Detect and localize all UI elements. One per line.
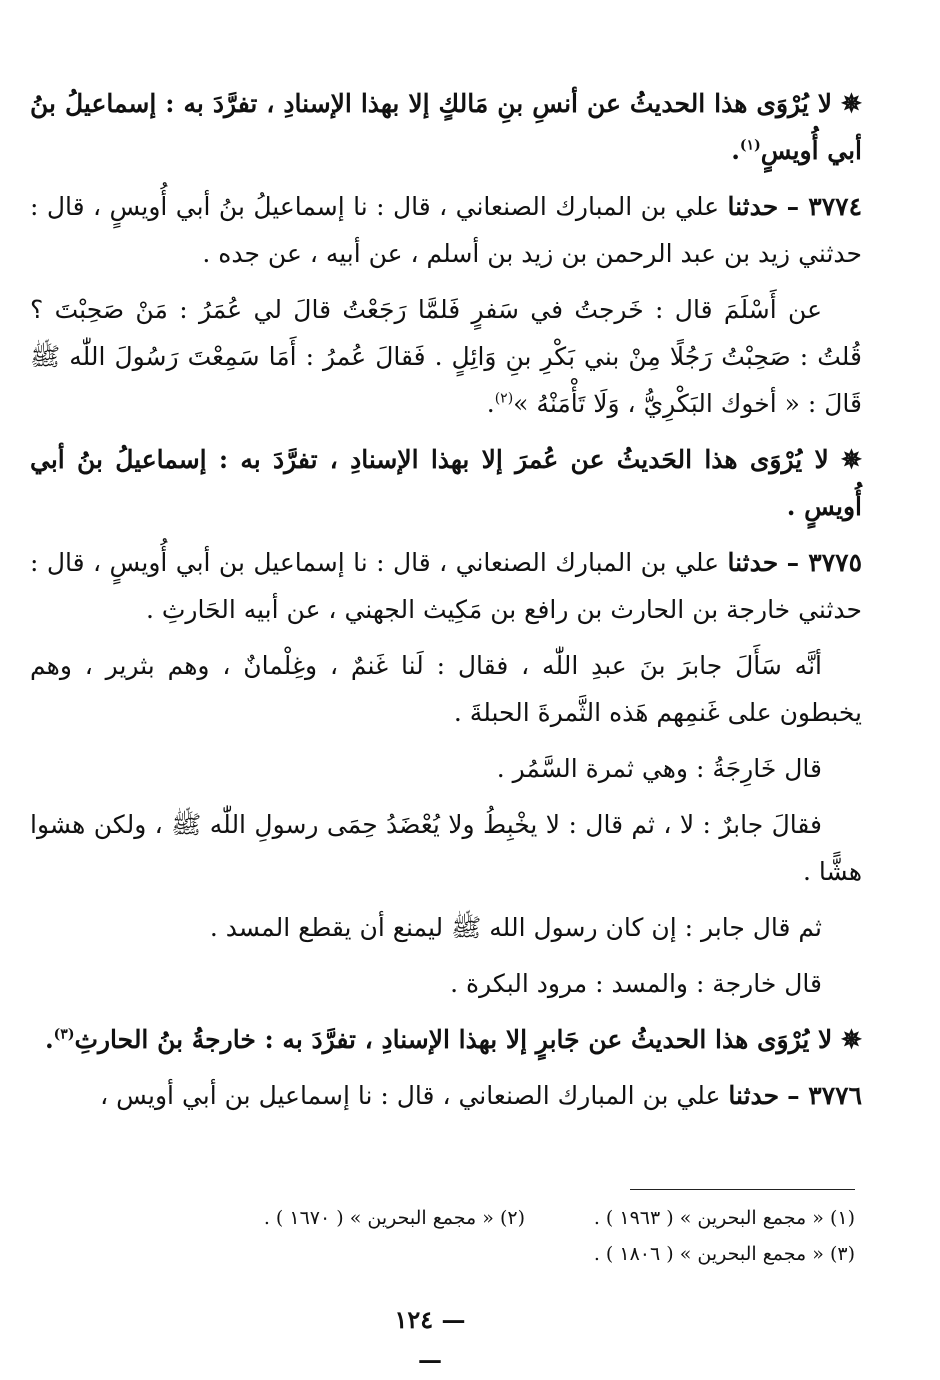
narration-note-2 — [30, 436, 862, 530]
narration-note-1 — [30, 80, 862, 174]
footnote-row — [60, 1200, 855, 1236]
page-number: — ١٢٤ — — [394, 1305, 466, 1374]
hadith-number: ٣٧٧٦ – — [787, 1081, 862, 1110]
star-ornament-icon: ✵ — [841, 89, 862, 118]
page-body — [30, 80, 862, 1128]
hadith-3775 — [30, 539, 862, 633]
footnote-row — [60, 1236, 855, 1272]
note-end: . — [731, 136, 740, 165]
footnote-1: (١) « مجمع البحرين » ( ١٩٦٣ ) . — [593, 1207, 855, 1229]
kharija-comment: قال خَارِجَةُ : وهي ثمرة السَّمُر . — [496, 754, 822, 783]
footnote-3: (٣) « مجمع البحرين » ( ١٨٠٦ ) . — [593, 1243, 855, 1265]
hadith-chain: علي بن المبارك الصنعاني ، قال : نا إسماعيل بن أبي أُويسٍ ، قال : حدثني خارجة بن الحارث بن رافع بن مَكِيث الجهني ، عن أبيه الحَارثِ . — [30, 548, 862, 624]
footnotes — [60, 1200, 855, 1272]
hadith-head-word: حدثنا — [727, 192, 779, 221]
star-ornament-icon: ✵ — [841, 445, 862, 474]
footnote-divider — [630, 1189, 855, 1190]
hadith-number: ٣٧٧٤ – — [786, 192, 862, 221]
note-text: لا يُرْوَى هذا الحَديثُ عن عُمرَ إلا بهذا الإسنادِ ، تفرَّدَ به : إسماعيلُ بنُ أبي أُويسٍ . — [30, 445, 862, 521]
hadith-3774 — [30, 183, 862, 277]
note-text: لا يُرْوَى هذا الحديثُ عن أنسِ بنِ مَالكٍ إلا بهذا الإسنادِ ، تفرَّدَ به : إسماعيلُ بنُ أبي أُويسٍ — [30, 89, 862, 165]
footnote-ref[interactable]: (٣) — [53, 1026, 75, 1043]
note-text: لا يُرْوَى هذا الحديثُ عن جَابرٍ إلا بهذا الإسنادِ ، تفرَّدَ به : خارجةُ بنُ الحارثِ — [74, 1025, 833, 1054]
hadith-body: عن أَسْلَمَ قال : خَرجتُ في سَفرٍ فَلمَّا رَجَعْتُ قالَ لي عُمَرُ : مَنْ صَحِبْتَ ؟ قُلتُ : صَحِبْتُ رَجُلًا مِنْ بني بَكْرِ بنِ وَائِلٍ . فَقالَ عُمرُ : أَمَا سَمِعْتَ رَسُولَ اللّٰه ﷺ قَالَ : « أخوك البَكْرِيُّ ، وَلَا تَأْمَنْهُ » — [30, 295, 862, 418]
footnote-2: (٢) « مجمع البحرين » ( ١٦٧٠ ) . — [263, 1207, 525, 1229]
hadith-text-jabir: أنَّه سَأَلَ جابرَ بنَ عبدِ اللّٰه ، فقال : لَنا غَنمٌ ، وغِلْمانٌ ، وهم بثرير ، وهم يخبطون على غَنمِهم هَذه الثَّمرةَ الحبلةَ . — [30, 651, 862, 727]
star-ornament-icon: ✵ — [841, 1025, 862, 1054]
footnote-ref[interactable]: (٢) — [494, 390, 514, 407]
kharija-definition: قال خارجة : والمسد : مرود البكرة . — [450, 969, 822, 998]
note-end: . — [44, 1025, 54, 1054]
hadith-text-aslam — [30, 286, 862, 427]
hadith-chain: علي بن المبارك الصنعاني ، قال : نا إسماعيلُ بنُ أبي أُويسٍ ، قال : حدثني زيد بن عبد الرحمن بن زيد بن أسلم ، عن أبيه ، عن جده . — [30, 192, 862, 268]
hadith-3776 — [30, 1072, 862, 1119]
jabir-statement: ثم قال جابر : إن كان رسول الله ﷺ ليمنع أن يقطع المسد . — [209, 913, 822, 942]
narration-note-3 — [30, 1016, 862, 1063]
jabir-reply: فقالَ جابرٌ : لا ، ثم قال : لا يخْبِطُ ولا يُعْضَدُ حِمَى رسولِ اللّٰه ﷺ ، ولكن هشوا هشًّا . — [30, 810, 862, 886]
hadith-end: . — [486, 389, 495, 418]
hadith-head-word: حدثنا — [727, 548, 779, 577]
hadith-chain: علي بن المبارك الصنعاني ، قال : نا إسماعيل بن أبي أويس ، — [100, 1081, 721, 1110]
footnote-ref[interactable]: (١) — [739, 137, 761, 154]
hadith-head-word: حدثنا — [728, 1081, 780, 1110]
hadith-number: ٣٧٧٥ – — [786, 548, 862, 577]
